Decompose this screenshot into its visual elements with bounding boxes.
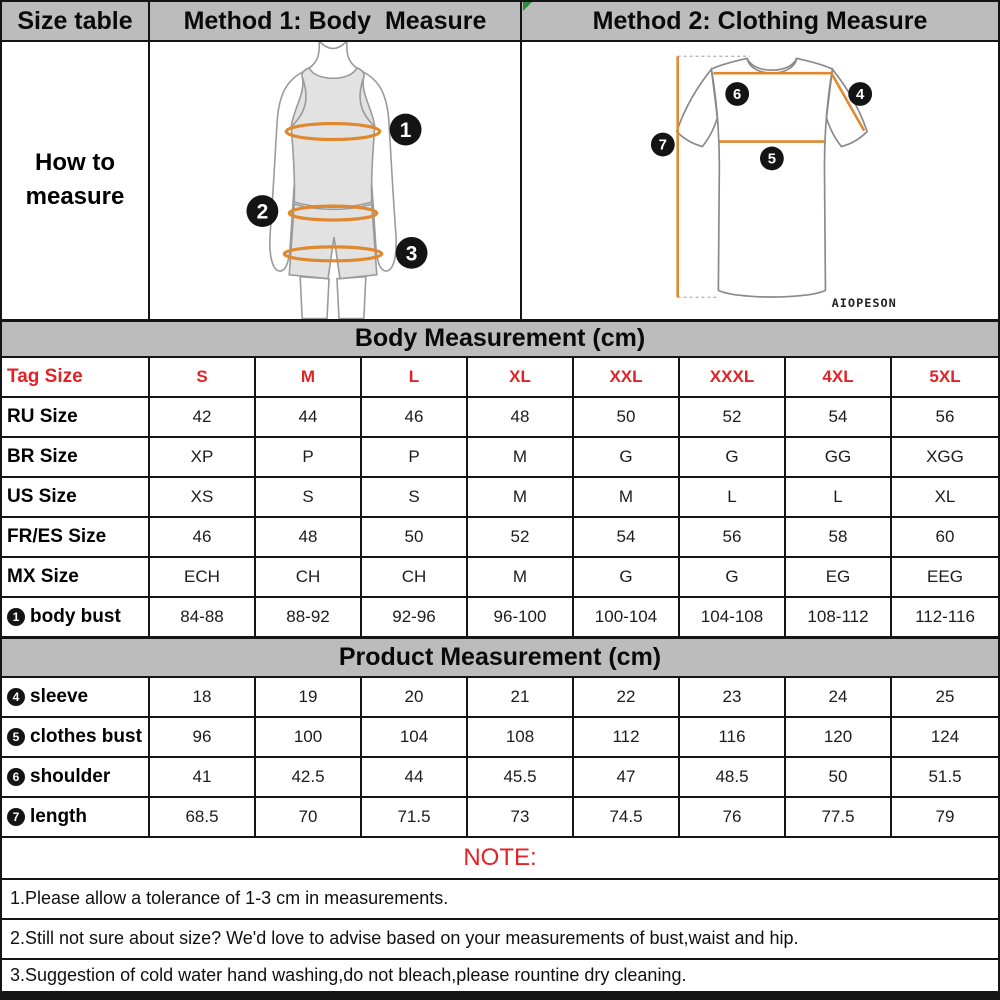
row-label-text: FR/ES Size xyxy=(7,525,107,547)
size-value: 51.5 xyxy=(928,766,962,786)
size-value: 116 xyxy=(680,718,786,756)
size-value: L xyxy=(786,478,892,516)
marker-2-number: 2 xyxy=(256,200,269,224)
size-value: 52 xyxy=(680,398,786,436)
size-value: G xyxy=(574,558,680,596)
marker-7-number: 7 xyxy=(658,137,667,154)
size-value: 70 xyxy=(256,798,362,836)
row-label-text: clothes bust xyxy=(30,725,142,747)
size-value: 46 xyxy=(362,398,468,436)
size-value: G xyxy=(680,558,786,596)
size-value: M xyxy=(468,438,574,476)
table-row-tag-size xyxy=(2,358,998,398)
row-label xyxy=(2,398,150,436)
size-value: P xyxy=(256,438,362,476)
size-value: L xyxy=(680,478,786,516)
size-value: 88-92 xyxy=(256,598,362,636)
size-value: 96-100 xyxy=(468,598,574,636)
size-value: 60 xyxy=(935,526,955,546)
table-row-length xyxy=(2,798,998,838)
size-value: 104-108 xyxy=(680,598,786,636)
row-label xyxy=(2,558,150,596)
note-item-1: 1.Please allow a tolerance of 1-3 cm in measurements. xyxy=(2,880,998,920)
size-value: 48 xyxy=(256,518,362,556)
size-value: XXXL xyxy=(680,358,786,396)
row-label xyxy=(2,518,150,556)
size-table-header: Size table xyxy=(2,2,150,40)
size-value: P xyxy=(362,438,468,476)
size-value: 100 xyxy=(256,718,362,756)
size-value: 92-96 xyxy=(362,598,468,636)
size-value: CH xyxy=(256,558,362,596)
size-value: 44 xyxy=(256,398,362,436)
row-label-text: US Size xyxy=(7,485,77,507)
marker-1-number: 1 xyxy=(399,119,412,143)
size-value: 18 xyxy=(150,678,256,716)
how-to-line2: measure xyxy=(25,183,125,211)
size-value: S xyxy=(256,478,362,516)
size-value: 50 xyxy=(786,758,892,796)
row-label xyxy=(2,678,150,716)
note-item-2: 2.Still not sure about size? We'd love to advise based on your measurements of bust,waist and hip. xyxy=(2,920,998,960)
size-value: L xyxy=(362,358,468,396)
marker-5-number: 5 xyxy=(767,151,777,168)
size-value: 21 xyxy=(468,678,574,716)
size-value: 120 xyxy=(786,718,892,756)
size-value: 79 xyxy=(935,806,955,826)
size-value: 22 xyxy=(574,678,680,716)
body-figure-icon xyxy=(150,42,520,319)
size-value: 48.5 xyxy=(680,758,786,796)
size-value: 20 xyxy=(362,678,468,716)
size-value: ECH xyxy=(150,558,256,596)
table-row-br-size xyxy=(2,438,998,478)
size-value: 5XL xyxy=(929,366,961,386)
size-value: 47 xyxy=(574,758,680,796)
table-row-fr-es-size xyxy=(2,518,998,558)
size-value: M xyxy=(468,558,574,596)
product-measurement-table xyxy=(2,678,998,838)
row-label-text: length xyxy=(30,805,87,827)
size-value: 23 xyxy=(680,678,786,716)
size-value: G xyxy=(574,438,680,476)
bottom-border xyxy=(2,991,998,998)
size-value: 45.5 xyxy=(468,758,574,796)
size-value: XL xyxy=(468,358,574,396)
size-value: 76 xyxy=(680,798,786,836)
left-sleeve xyxy=(677,69,718,146)
how-to-measure-label xyxy=(2,42,150,319)
circled-number-5-icon: 5 xyxy=(7,728,25,746)
table-row-body-bust xyxy=(2,598,998,638)
clothing-measure-illustration xyxy=(522,42,998,319)
size-value: 44 xyxy=(362,758,468,796)
circled-number-6-icon: 6 xyxy=(7,768,25,786)
row-label xyxy=(2,798,150,836)
product-measurement-title: Product Measurement (cm) xyxy=(2,638,998,678)
method2-label: Method 2: Clothing Measure xyxy=(592,6,928,35)
how-to-measure-row xyxy=(2,42,998,321)
circled-number-1-icon: 1 xyxy=(7,608,25,626)
size-value: EEG xyxy=(927,566,963,586)
method1-header: Method 1: Body Measure xyxy=(150,2,522,40)
size-value: XS xyxy=(150,478,256,516)
row-label-text: body bust xyxy=(30,605,121,627)
neck-outline xyxy=(303,42,363,72)
row-label xyxy=(2,598,150,636)
size-value: 71.5 xyxy=(362,798,468,836)
row-label xyxy=(2,758,150,796)
row-label xyxy=(2,718,150,756)
row-label-text: RU Size xyxy=(7,405,78,427)
body-measurement-table xyxy=(2,358,998,638)
tshirt-figure-icon xyxy=(522,42,998,319)
size-value: 19 xyxy=(256,678,362,716)
how-to-line1: How to xyxy=(35,149,115,177)
size-value: 56 xyxy=(680,518,786,556)
size-value: 74.5 xyxy=(574,798,680,836)
size-value: GG xyxy=(786,438,892,476)
size-value: 77.5 xyxy=(786,798,892,836)
size-value: 52 xyxy=(468,518,574,556)
size-value: M xyxy=(256,358,362,396)
corner-flag-icon xyxy=(523,2,532,11)
size-value: XP xyxy=(150,438,256,476)
table-row-clothes-bust xyxy=(2,718,998,758)
circled-number-4-icon: 4 xyxy=(7,688,25,706)
size-value: 46 xyxy=(150,518,256,556)
marker-6-number: 6 xyxy=(733,86,742,103)
shorts xyxy=(289,204,377,279)
note-title: NOTE: xyxy=(2,838,998,880)
size-value: M xyxy=(574,478,680,516)
size-value: M xyxy=(468,478,574,516)
row-label xyxy=(2,438,150,476)
table-row-sleeve xyxy=(2,678,998,718)
size-value: 112 xyxy=(574,718,680,756)
size-value: XGG xyxy=(926,446,964,466)
row-label xyxy=(2,478,150,516)
marker-4-number: 4 xyxy=(856,86,865,103)
row-label xyxy=(2,358,150,396)
size-value: G xyxy=(680,438,786,476)
size-value: 48 xyxy=(468,398,574,436)
row-label-text: Tag Size xyxy=(7,365,83,387)
size-value: EG xyxy=(786,558,892,596)
size-value: 96 xyxy=(150,718,256,756)
row-label-text: sleeve xyxy=(30,685,89,707)
size-value: 58 xyxy=(786,518,892,556)
size-value: 124 xyxy=(930,726,960,746)
table-row-us-size xyxy=(2,478,998,518)
marker-3-number: 3 xyxy=(405,242,418,266)
size-value: 24 xyxy=(786,678,892,716)
size-value: CH xyxy=(362,558,468,596)
size-value: 104 xyxy=(362,718,468,756)
circled-number-7-icon: 7 xyxy=(7,808,25,826)
size-value: 73 xyxy=(468,798,574,836)
table-row-ru-size xyxy=(2,398,998,438)
size-value: 41 xyxy=(150,758,256,796)
method2-header xyxy=(522,2,998,40)
row-label-text: BR Size xyxy=(7,445,78,467)
size-value: 42 xyxy=(150,398,256,436)
table-row-shoulder xyxy=(2,758,998,798)
size-value: 68.5 xyxy=(150,798,256,836)
size-value: 54 xyxy=(574,518,680,556)
size-value: S xyxy=(150,358,256,396)
size-value: 108 xyxy=(468,718,574,756)
size-value: 112-116 xyxy=(915,606,975,626)
size-value: 54 xyxy=(786,398,892,436)
right-sleeve xyxy=(826,69,867,146)
size-value: XL xyxy=(934,486,956,506)
size-value: 100-104 xyxy=(574,598,680,636)
body-measurement-title: Body Measurement (cm) xyxy=(2,321,998,358)
size-value: 50 xyxy=(362,518,468,556)
header-row xyxy=(2,2,998,42)
size-value: 108-112 xyxy=(786,598,892,636)
row-label-text: MX Size xyxy=(7,565,79,587)
size-value: 42.5 xyxy=(256,758,362,796)
size-value: 84-88 xyxy=(150,598,256,636)
brand-text: AIOPESON xyxy=(831,296,897,311)
note-item-3: 3.Suggestion of cold water hand washing,do not bleach,please rountine dry cleaning. xyxy=(2,960,998,992)
size-value: 4XL xyxy=(786,358,892,396)
size-value: XXL xyxy=(574,358,680,396)
table-row-mx-size xyxy=(2,558,998,598)
legs xyxy=(300,277,366,319)
row-label-text: shoulder xyxy=(30,765,111,787)
size-value: 56 xyxy=(935,406,955,426)
size-value: 25 xyxy=(935,686,955,706)
size-value: S xyxy=(362,478,468,516)
size-value: 50 xyxy=(574,398,680,436)
body-measure-illustration xyxy=(150,42,522,319)
